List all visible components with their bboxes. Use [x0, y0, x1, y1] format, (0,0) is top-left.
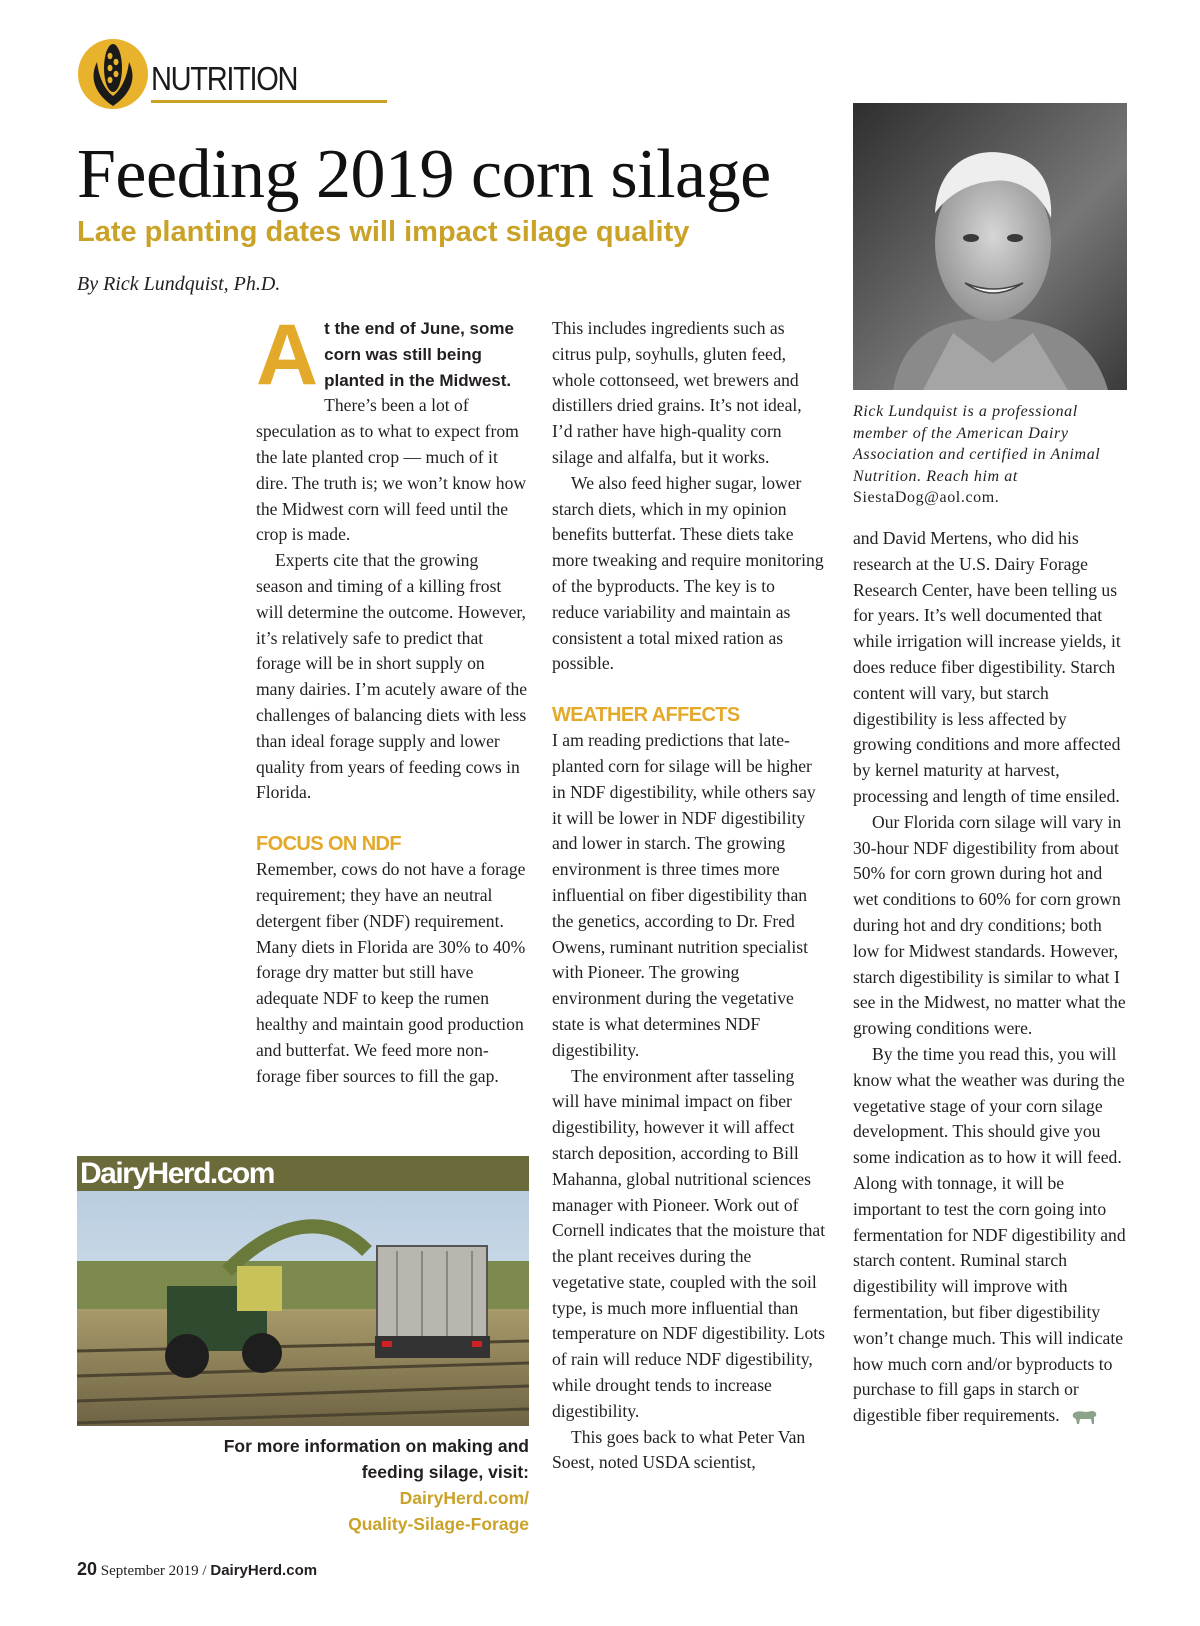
promo-link-line-1[interactable]: DairyHerd.com/	[399, 1488, 529, 1508]
promo-description: For more information on making and feeding silage, visit:	[223, 1436, 529, 1482]
promo-header	[77, 1156, 529, 1191]
paragraph-7: The environment after tasseling will have minimal impact on fiber digestibility, however it will affect starch deposition, according to Bill Mahanna, global nutritional sciences manager with Pioneer. Work out of Cornell indicates that the moisture that the plant receives during the vegetative state, coupled with the soil type, is much more influential than temperature on NDF digestibility. Lots of rain will reduce NDF digestibility, while drought tends to increase digestibility.	[552, 1065, 826, 1421]
author-caption	[853, 401, 1129, 509]
footer-site[interactable]: DairyHerd.com	[210, 1562, 318, 1579]
promo-text	[200, 1433, 529, 1537]
paragraph-3: Remember, cows do not have a forage requirement; they have an neutral detergent fiber (NDF) requirement. Many diets in Florida are 30% to 40% forage dry matter but still have adequate NDF to keep the rumen healthy and maintain good production and butterfat. We feed more non-forage fiber sources to fill the gap.	[256, 859, 526, 1086]
paragraph-10-text: By the time you read this, you will know what the weather was during the vegetative stage of your corn silage development. This should give you some indication as to how it will feed. Along with tonnage, it will be important to test the corn going into fermentation for NDF digestibility and starch content. Ruminal starch digestibility will improve with fermentation, but fiber digestibility won’t change much. This will indicate how much corn and/or byproducts to purchase to fill gaps in starch or digestible fiber requirements.	[853, 1043, 1126, 1426]
paragraph-8-start: This goes back to what Peter Van Soest, noted USDA scientist,	[552, 1426, 806, 1473]
paragraph-2: Experts cite that the growing season and timing of a killing frost will determine the outcome. However, it’s relatively safe to predict that forage will be in short supply on many dairies. I’m acutely aware of the challenges of balancing diets with less than ideal forage supply and lower quality from years of feeding cows in Florida.	[256, 550, 528, 803]
paragraph-8-continued: and David Mertens, who did his research at the U.S. Dairy Forage Research Center, have been telling us for years. It’s well documented that while irrigation will increase yields, it does reduce fiber digestibility. Starch content will vary, but starch digestibility is less affected by growing conditions and more affected by kernel maturity at harvest, processing and length of time ensiled.	[853, 528, 1121, 806]
drop-cap: A	[256, 307, 319, 403]
promo-link-line-2[interactable]: Quality-Silage-Forage	[348, 1514, 529, 1534]
corn-icon	[77, 38, 149, 110]
column-3	[853, 526, 1129, 1429]
subhead-weather-affects: WEATHER AFFECTS	[552, 704, 740, 727]
paragraph-4: This includes ingredients such as citrus pulp, soyhulls, gluten feed, whole cottonseed, wet brewers and distillers dried grains. It’s not ideal, I’d rather have high-quality corn silage and alfalfa, but it works.	[552, 318, 802, 467]
section-header	[77, 38, 313, 106]
paragraph-10	[853, 1042, 1129, 1429]
author-photo	[853, 103, 1127, 390]
cow-icon	[1070, 1407, 1098, 1427]
page-footer	[77, 1559, 317, 1580]
section-rule	[151, 100, 387, 103]
paragraph-1-rest: There’s been a lot of speculation as to what to expect from the late planted crop — much of it dire. The truth is; we won’t know how the Midwest corn will feed until the crop is made.	[256, 395, 527, 545]
paragraph-6: I am reading predictions that late-planted corn for silage will be higher in NDF digestibility, while others say it will be lower in NDF digestibility and lower in starch. The growing environment is three times more influential on fiber digestibility than the genetics, according to Dr. Fred Owens, ruminant nutrition specialist with Pioneer. The growing environment during the vegetative state is what determines NDF digestibility.	[552, 730, 816, 1060]
column-2	[552, 316, 826, 1476]
harvest-image	[77, 1191, 529, 1426]
page-number: 20	[77, 1559, 98, 1579]
column-1	[256, 307, 528, 1089]
article-subtitle: Late planting dates will impact silage quality	[77, 216, 690, 248]
silage-harvest-photo	[77, 1191, 529, 1426]
lead-in: t the end of June, some corn was still being planted in the Midwest.	[324, 319, 514, 390]
byline: By Rick Lundquist, Ph.D.	[77, 273, 281, 295]
section-label: NUTRITION	[151, 60, 298, 97]
paragraph-1	[256, 307, 528, 548]
author-email[interactable]: SiestaDog@aol.com.	[853, 489, 1000, 506]
portrait-image	[853, 103, 1127, 390]
subhead-focus-on-ndf: FOCUS ON NDF	[256, 833, 402, 856]
article-title: Feeding 2019 corn silage	[77, 136, 771, 213]
paragraph-9: Our Florida corn silage will vary in 30-hour NDF digestibility from about 50% for corn grown during hot and wet conditions to 60% for corn grown during hot and dry conditions; both low for Midwest standards. However, starch digestibility is similar to what I see in the Midwest, no matter what the growing conditions were.	[853, 811, 1126, 1039]
issue-date: September 2019 /	[100, 1563, 207, 1579]
paragraph-5: We also feed higher sugar, lower starch diets, which in my opinion benefits butterfat. These diets take more tweaking and require monitoring of the byproducts. The key is to reduce variability and maintain as consistent a total mixed ration as possible.	[552, 472, 824, 674]
author-caption-text: Rick Lundquist is a professional member of the American Dairy Association and certified in Animal Nutrition. Reach him at	[853, 403, 1101, 485]
promo-header-label: DairyHerd.com	[80, 1157, 274, 1190]
